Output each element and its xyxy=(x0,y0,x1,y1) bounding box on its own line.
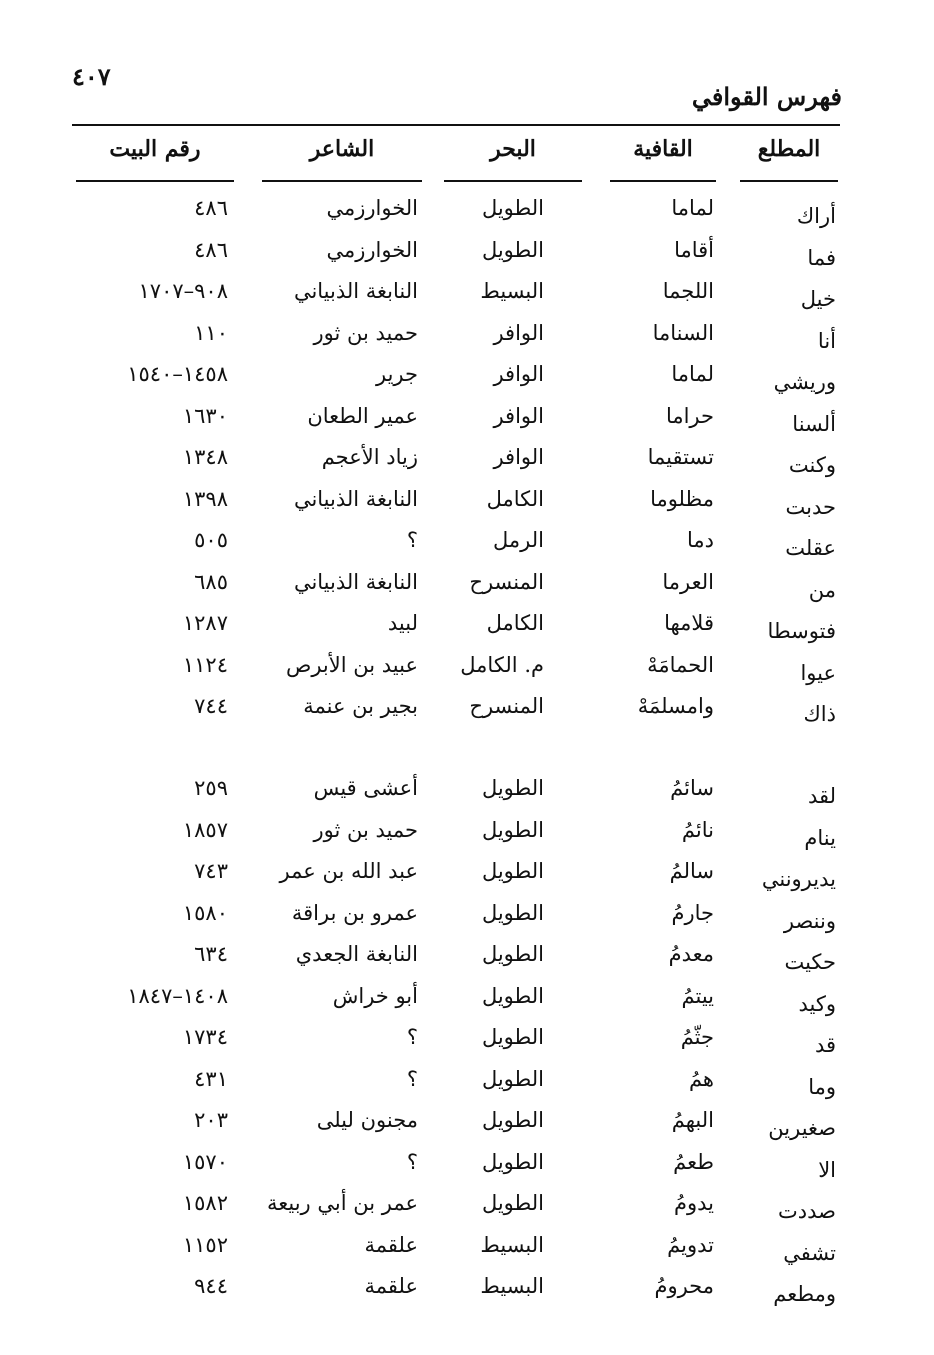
column-header-meter-label: البحر xyxy=(490,136,536,162)
rhyme-cell: وامسلمَهْ xyxy=(637,694,714,718)
opening-cell: قد xyxy=(814,1033,836,1057)
opening-cell: ومطعم xyxy=(773,1282,836,1306)
poet-cell: الخوارزمي xyxy=(326,196,418,220)
verse-number-cell: ٥٠٥ xyxy=(194,528,228,552)
opening-cell: أنا xyxy=(817,328,836,353)
rhyme-cell: اللجما xyxy=(662,279,714,303)
table-row xyxy=(0,1233,934,1269)
opening-cell: يديرونني xyxy=(761,867,836,891)
poet-cell: عمير الطعان xyxy=(307,403,418,428)
meter-cell: البسيط xyxy=(480,279,544,303)
verse-number-cell: ٦٣٤ xyxy=(194,942,228,966)
opening-cell: من xyxy=(808,577,836,602)
column-header-verse-number-label: رقم البيت xyxy=(109,136,201,162)
rhyme-cell: البهمُ xyxy=(671,1108,714,1132)
rhyme-cell: الحمامَهْ xyxy=(647,652,714,677)
verse-number-cell: ٩٠٨–١٧٠٧ xyxy=(138,279,228,303)
opening-cell: صغيرين xyxy=(768,1116,836,1140)
column-underline xyxy=(610,180,716,182)
meter-cell: الطويل xyxy=(481,1108,544,1132)
opening-cell: وكنت xyxy=(788,453,836,477)
verse-number-cell: ١٥٧٠ xyxy=(182,1149,228,1174)
column-underline xyxy=(444,180,582,182)
poet-cell: أبو خراش xyxy=(332,983,418,1008)
table-row xyxy=(0,279,934,315)
rhyme-cell: ييتمُ xyxy=(681,983,714,1008)
table-row xyxy=(0,362,934,398)
poet-cell: الخوارزمي xyxy=(326,237,418,262)
verse-number-cell: ١٣٤٨ xyxy=(182,445,228,469)
verse-number-cell: ٤٣١ xyxy=(194,1066,228,1091)
opening-cell: وكيد xyxy=(798,991,836,1016)
poet-cell: النابغة الذبياني xyxy=(293,486,418,511)
table-row xyxy=(0,776,934,812)
opening-cell: وريشي xyxy=(773,370,836,394)
verse-number-cell: ١١٢٤ xyxy=(182,652,228,677)
verse-number-cell: ٢٥٩ xyxy=(194,776,228,800)
column-header-rhyme-label: القافية xyxy=(633,136,693,162)
rhyme-cell: جثّمُ xyxy=(680,1025,714,1049)
table-row xyxy=(0,196,934,232)
column-header-poet xyxy=(262,136,422,176)
column-underline xyxy=(76,180,234,182)
verse-number-cell: ١١٠ xyxy=(194,320,228,345)
table-row xyxy=(0,611,934,647)
rhyme-cell: العرما xyxy=(662,569,714,594)
rhyme-cell: السناما xyxy=(652,320,714,345)
rhyme-cell: سالمُ xyxy=(669,859,714,883)
rhyme-cell: محرومُ xyxy=(654,1274,714,1298)
opening-cell: عقلت xyxy=(785,536,836,560)
meter-cell: الطويل xyxy=(481,1066,544,1091)
verse-number-cell: ١٤٠٨–١٨٤٧ xyxy=(127,983,228,1008)
rhyme-cell: تدويمُ xyxy=(667,1232,714,1257)
verse-number-cell: ٩٤٤ xyxy=(194,1274,228,1298)
table-row xyxy=(0,984,934,1020)
verse-number-cell: ١٥٨٠ xyxy=(182,900,228,925)
poet-cell: ؟ xyxy=(406,1025,418,1049)
column-header-rhyme xyxy=(610,136,716,176)
opening-cell: حكيت xyxy=(784,950,836,974)
opening-cell: ينام xyxy=(804,825,836,850)
table-row xyxy=(0,570,934,606)
verse-number-cell: ١١٥٢ xyxy=(182,1232,228,1257)
poet-cell: أعشى قيس xyxy=(313,776,418,800)
meter-cell: الوافر xyxy=(493,320,544,345)
meter-cell: المنسرح xyxy=(469,569,544,594)
rhyme-cell: حراما xyxy=(665,403,714,428)
poet-cell: زياد الأعجم xyxy=(321,445,418,469)
opening-cell: لقد xyxy=(807,784,836,808)
poet-cell: مجنون ليلى xyxy=(316,1108,418,1132)
opening-cell: فما xyxy=(807,245,836,270)
poet-cell: علقمة xyxy=(364,1274,418,1298)
poet-cell: ؟ xyxy=(406,528,418,552)
poet-cell: جرير xyxy=(376,362,418,386)
table-row xyxy=(0,404,934,440)
verse-number-cell: ١٦٣٠ xyxy=(182,403,228,428)
meter-cell: الطويل xyxy=(481,237,544,262)
meter-cell: المنسرح xyxy=(469,694,544,718)
opening-cell: صددت xyxy=(778,1199,836,1223)
page-number: ٤٠٧ xyxy=(72,62,111,91)
verse-number-cell: ٤٨٦ xyxy=(194,196,228,220)
opening-cell: وما xyxy=(808,1074,836,1099)
poet-cell: النابغة الجعدي xyxy=(295,942,418,966)
meter-cell: الطويل xyxy=(481,859,544,883)
rhyme-cell: طعمُ xyxy=(673,1149,714,1174)
meter-cell: الطويل xyxy=(481,196,544,220)
column-header-verse-number xyxy=(76,136,234,176)
poet-cell: لبيد xyxy=(387,611,418,635)
table-row xyxy=(0,1150,934,1186)
rhyme-cell: لماما xyxy=(671,362,714,386)
poet-cell: ؟ xyxy=(406,1149,418,1174)
meter-cell: البسيط xyxy=(480,1274,544,1298)
opening-cell: حدبت xyxy=(785,494,836,519)
meter-cell: الطويل xyxy=(481,1191,544,1215)
verse-number-cell: ١٨٥٧ xyxy=(182,817,228,842)
poet-cell: حميد بن ثور xyxy=(313,817,418,842)
table-row xyxy=(0,1067,934,1103)
poet-cell: عمر بن أبي ربيعة xyxy=(266,1191,418,1215)
opening-cell: ألسنا xyxy=(792,411,836,436)
rhyme-cell: سائمُ xyxy=(670,776,714,800)
column-header-opening xyxy=(740,136,838,176)
table-row xyxy=(0,1191,934,1227)
poet-cell: حميد بن ثور xyxy=(313,320,418,345)
rhyme-cell: مظلوما xyxy=(650,486,714,511)
meter-cell: الكامل xyxy=(486,611,544,635)
verse-number-cell: ٦٨٥ xyxy=(194,569,228,594)
opening-cell: ذاك xyxy=(803,702,836,726)
column-header-poet-label: الشاعر xyxy=(309,136,375,162)
running-head: فهرس القوافي xyxy=(691,82,842,111)
rhyme-cell: همُ xyxy=(688,1066,714,1091)
opening-cell: فتوسطا xyxy=(767,619,836,643)
meter-cell: م. الكامل xyxy=(460,652,544,677)
verse-number-cell: ١٥٨٢ xyxy=(182,1191,228,1215)
table-row xyxy=(0,694,934,730)
verse-number-cell: ٧٤٤ xyxy=(194,694,228,718)
rhyme-cell: معدمُ xyxy=(668,942,714,966)
meter-cell: الطويل xyxy=(481,817,544,842)
meter-cell: الطويل xyxy=(481,1149,544,1174)
table-row xyxy=(0,859,934,895)
opening-cell: الا xyxy=(818,1157,836,1182)
column-underline xyxy=(740,180,838,182)
rhyme-cell: أقاما xyxy=(674,237,714,262)
poet-cell: عبد الله بن عمر xyxy=(279,859,418,883)
meter-cell: الوافر xyxy=(493,445,544,469)
poet-cell: النابغة الذبياني xyxy=(293,569,418,594)
opening-cell: تشفي xyxy=(783,1240,836,1265)
opening-cell: أراك xyxy=(796,204,836,228)
rhyme-cell: يدومُ xyxy=(673,1191,714,1215)
table-row xyxy=(0,901,934,937)
column-underline xyxy=(262,180,422,182)
table-row xyxy=(0,238,934,274)
table-row xyxy=(0,818,934,854)
meter-cell: البسيط xyxy=(480,1232,544,1257)
meter-cell: الطويل xyxy=(481,983,544,1008)
table-row xyxy=(0,1025,934,1061)
column-header-meter xyxy=(444,136,582,176)
table-row xyxy=(0,445,934,481)
table-row xyxy=(0,1274,934,1310)
table-row xyxy=(0,528,934,564)
header-rule xyxy=(72,124,840,126)
meter-cell: الطويل xyxy=(481,900,544,925)
rhyme-cell: دما xyxy=(687,528,714,552)
poet-cell: عمرو بن براقة xyxy=(291,900,418,925)
poet-cell: علقمة xyxy=(364,1232,418,1257)
opening-cell: خيل xyxy=(800,287,836,311)
rhyme-cell: نائمُ xyxy=(681,817,714,842)
verse-number-cell: ٢٠٣ xyxy=(194,1108,228,1132)
meter-cell: الطويل xyxy=(481,776,544,800)
meter-cell: الطويل xyxy=(481,1025,544,1049)
meter-cell: الوافر xyxy=(493,403,544,428)
table-row xyxy=(0,942,934,978)
table-row xyxy=(0,487,934,523)
table-row xyxy=(0,321,934,357)
meter-cell: الكامل xyxy=(486,486,544,511)
table-row xyxy=(0,1108,934,1144)
meter-cell: الوافر xyxy=(493,362,544,386)
verse-number-cell: ١٣٩٨ xyxy=(182,486,228,511)
verse-number-cell: ٤٨٦ xyxy=(194,237,228,262)
verse-number-cell: ١٢٨٧ xyxy=(182,611,228,635)
opening-cell: عيوا xyxy=(800,660,836,685)
rhyme-cell: تستقيما xyxy=(647,445,714,469)
column-header-opening-label: المطلع xyxy=(757,136,821,162)
rhyme-cell: لماما xyxy=(671,196,714,220)
meter-cell: الرمل xyxy=(493,528,544,552)
poet-cell: ؟ xyxy=(406,1066,418,1091)
table-row xyxy=(0,653,934,689)
poet-cell: النابغة الذبياني xyxy=(293,279,418,303)
verse-number-cell: ٧٤٣ xyxy=(194,859,228,883)
verse-number-cell: ١٤٥٨–١٥٤٠ xyxy=(127,362,228,386)
rhyme-cell: جارمُ xyxy=(671,900,714,925)
verse-number-cell: ١٧٣٤ xyxy=(182,1025,228,1049)
poet-cell: بجير بن عنمة xyxy=(303,694,418,718)
opening-cell: وننصر xyxy=(783,908,836,933)
rhyme-cell: قلامها xyxy=(664,611,714,635)
meter-cell: الطويل xyxy=(481,942,544,966)
poet-cell: عبيد بن الأبرص xyxy=(285,652,418,677)
